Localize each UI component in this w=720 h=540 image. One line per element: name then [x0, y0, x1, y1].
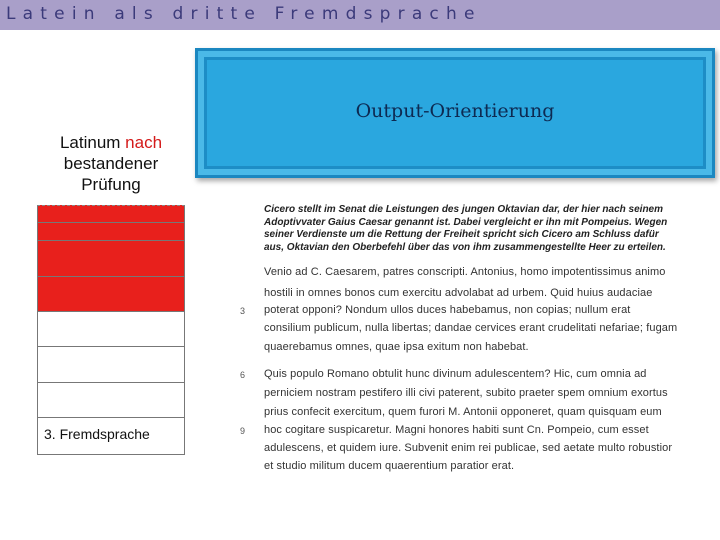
text-line: poterat opponi? Nondum ullos duces habebamus, non copias; nullum erat	[264, 304, 631, 316]
line-number: 9	[240, 426, 246, 436]
bar-fremdsprache	[37, 418, 185, 455]
text-line: consilium publicum, nulla libertas; dandae cervices erant crudelitati nefariae; fugam	[264, 322, 678, 334]
column-caption	[37, 132, 185, 195]
text-line: perniciem nostram pestifero illi civi paterent, subito praeter spem omnium exortus	[264, 387, 668, 399]
bar-white-1	[37, 312, 185, 347]
caption-nach: nach	[125, 133, 163, 152]
text-line: hoc cogitare suspicaretur. Magni honores habiti sunt Cn. Pompeio, cum esset	[264, 424, 649, 436]
text-line: prius confecit exercitum, quem furori M. Antonii opponeret, quam quisquam eum	[264, 406, 662, 418]
text-line: adulescens, et quidem iure. Subvenit enim rei publicae, sed aetate multo robustior	[264, 442, 673, 454]
line-number: 3	[240, 306, 246, 316]
text-line: et studio militum ducem quaerentium paratior erat.	[264, 460, 515, 472]
bar-red-1	[37, 205, 185, 223]
bar-red-2	[37, 223, 185, 241]
caption-pruefung: bestandener Prüfung	[63, 154, 159, 194]
page-title: Latein als dritte Fremdsprache	[6, 4, 482, 24]
banner-label: Output-Orientierung	[355, 100, 555, 122]
bar-red-3	[37, 241, 185, 277]
intro-text: Cicero stellt im Senat die Leistungen des jungen Oktavian dar, der hier nach seinem Adoptivvater Gaius Caesar genannt ist. Dabei vergleicht er ihn mit Pompeius. Wegen seiner Verdienste um die Rettung der Freiheit spricht sich Cicero am Schluss dafür aus, Oktavian den Oberbefehl über das von ihm zusammengestellte Heer zu erteilen.	[264, 204, 668, 253]
line-number: 6	[240, 370, 246, 380]
text-line: quaerebamus omnes, quae ipsa exitum non habebat.	[264, 341, 529, 353]
fremdsprache-label: 3. Fremdsprache	[44, 426, 150, 442]
text-line: Quis populo Romano obtulit hunc divinum adulescentem? Hic, cum omnia ad	[264, 368, 647, 380]
output-orientation-banner	[195, 48, 715, 178]
text-line: hostili in omnes bonos cum exercitu advolabat ad urbem. Quid huius audaciae	[264, 287, 653, 299]
title-bar	[0, 0, 720, 30]
text-line: Venio ad C. Caesarem, patres conscripti. Antonius, homo impotentissimus animo	[264, 266, 666, 278]
bar-white-3	[37, 383, 185, 418]
bar-red-4	[37, 277, 185, 312]
bar-white-2	[37, 347, 185, 383]
progress-column	[37, 205, 185, 455]
caption-latinum: Latinum	[59, 133, 121, 152]
